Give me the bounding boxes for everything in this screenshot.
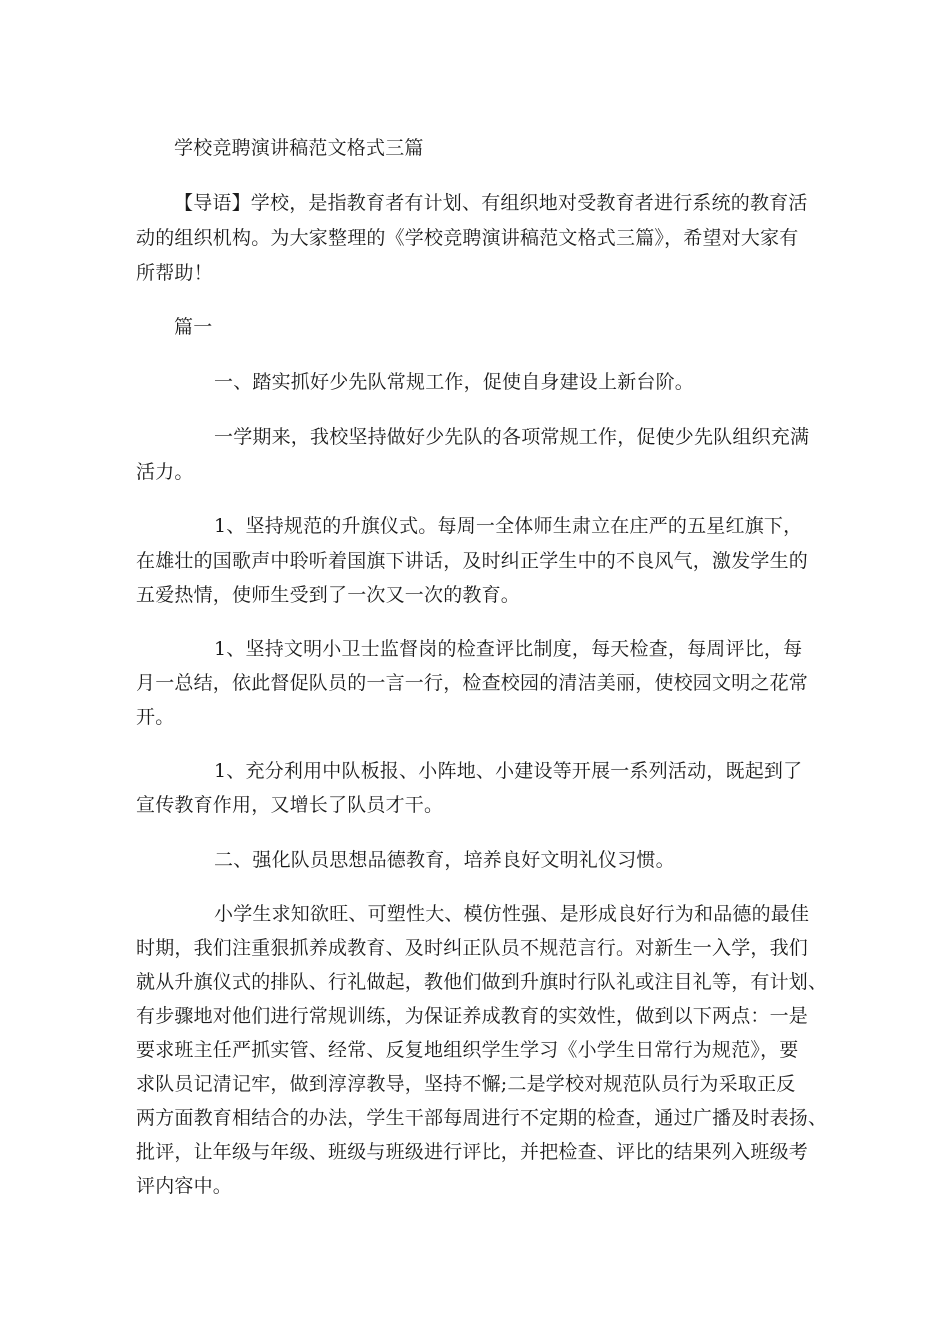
- paragraph-line: 在雄壮的国歌声中聆听着国旗下讲话，及时纠正学生中的不良风气，激发学生的: [136, 550, 809, 572]
- paragraph-line: 一学期来，我校坚持做好少先队的各项常规工作，促使少先队组织充满: [214, 426, 810, 448]
- section-label: 篇一: [174, 316, 213, 338]
- paragraph-line: 1、坚持规范的升旗仪式。每周一全体师生肃立在庄严的五星红旗下，: [214, 515, 803, 537]
- paragraph-line: 批评，让年级与年级、班级与班级进行评比，并把检查、评比的结果列入班级考: [136, 1141, 809, 1163]
- paragraph-line: 活力。: [136, 461, 194, 483]
- intro-line: 【导语】学校，是指教育者有计划、有组织地对受教育者进行系统的教育活: [174, 192, 808, 214]
- section-heading: 二、强化队员思想品德教育，培养良好文明礼仪习惯。: [214, 849, 675, 871]
- paragraph-line: 就从升旗仪式的排队、行礼做起，教他们做到升旗时行队礼或注目礼等，有计划、: [136, 971, 828, 993]
- intro-line: 动的组织机构。为大家整理的《学校竞聘演讲稿范文格式三篇》，希望对大家有: [136, 227, 799, 249]
- paragraph-line: 月一总结，依此督促队员的一言一行，检查校园的清洁美丽，使校园文明之花常: [136, 672, 809, 694]
- section-heading: 一、踏实抓好少先队常规工作，促使自身建设上新台阶。: [214, 371, 695, 393]
- paragraph-line: 求队员记清记牢，做到淳淳教导，坚持不懈;二是学校对规范队员行为采取正反: [136, 1073, 796, 1095]
- paragraph-line: 1、充分利用中队板报、小阵地、小建设等开展一系列活动，既起到了: [214, 760, 803, 782]
- document-title: 学校竞聘演讲稿范文格式三篇: [174, 137, 424, 159]
- paragraph-line: 时期，我们注重狠抓养成教育、及时纠正队员不规范言行。对新生一入学，我们: [136, 937, 809, 959]
- paragraph-line: 要求班主任严抓实管、经常、反复地组织学生学习《小学生日常行为规范》，要: [136, 1039, 799, 1061]
- paragraph-line: 两方面教育相结合的办法，学生干部每周进行不定期的检查，通过广播及时表扬、: [136, 1107, 828, 1129]
- intro-line: 所帮助！: [136, 262, 213, 284]
- paragraph-line: 小学生求知欲旺、可塑性大、模仿性强、是形成良好行为和品德的最佳: [214, 903, 810, 925]
- paragraph-line: 五爱热情，使师生受到了一次又一次的教育。: [136, 584, 521, 606]
- paragraph-line: 开。: [136, 706, 175, 728]
- paragraph-line: 评内容中。: [136, 1175, 233, 1197]
- paragraph-line: 1、坚持文明小卫士监督岗的检查评比制度，每天检查，每周评比，每: [214, 638, 803, 660]
- paragraph-line: 有步骤地对他们进行常规训练，为保证养成教育的实效性，做到以下两点：一是: [136, 1005, 809, 1027]
- paragraph-line: 宣传教育作用，又增长了队员才干。: [136, 794, 444, 816]
